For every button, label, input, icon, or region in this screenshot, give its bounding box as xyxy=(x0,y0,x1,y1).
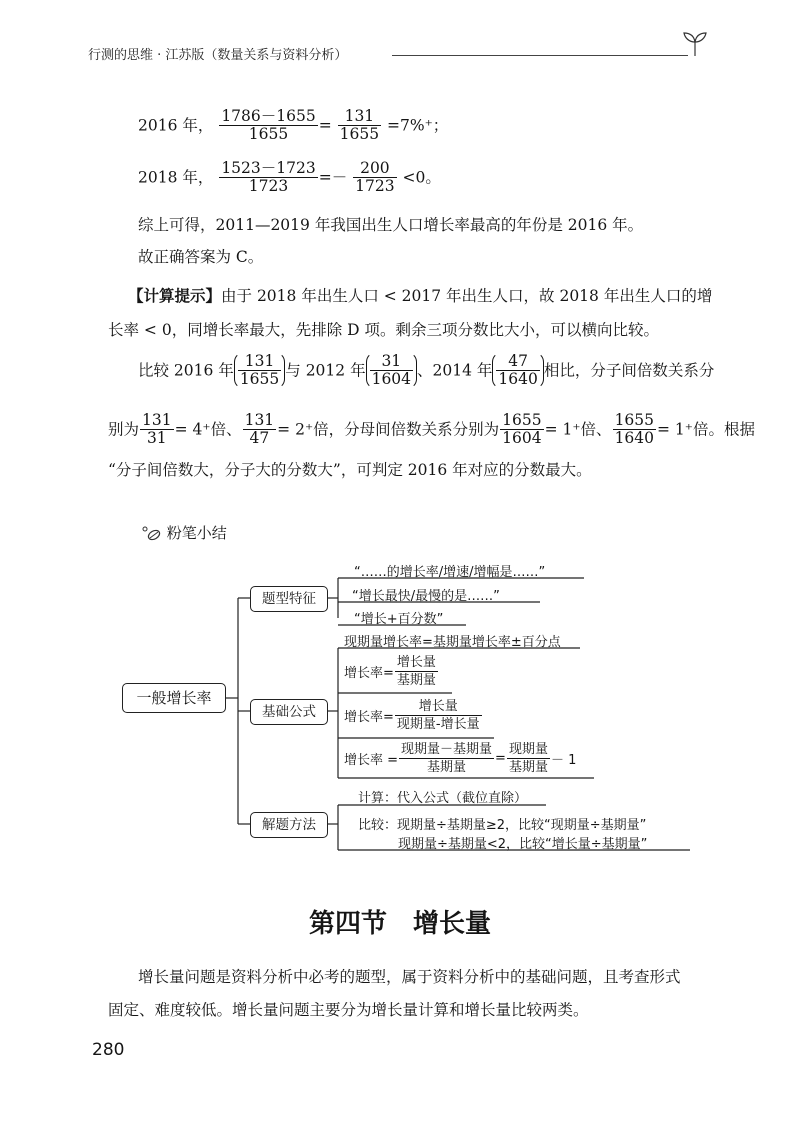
frac-den: 现期量-增长量 xyxy=(396,717,480,732)
page-number: 280 xyxy=(92,1040,125,1060)
mindmap-root: 一般增长率 xyxy=(122,683,226,713)
frac-num: 131 xyxy=(142,411,172,429)
formula-2-pre: 增长率= xyxy=(344,710,394,725)
frac-num: 1655 xyxy=(502,411,542,429)
formula-3-pre: 增长率 = xyxy=(344,753,399,768)
running-header: 行测的思维 · 江苏版（数量关系与资料分析） xyxy=(88,48,348,63)
intro-line-1: 增长量问题是资料分析中必考的题型，属于资料分析中的基础问题，且考查形式 xyxy=(138,968,681,986)
frac-den: 1604 xyxy=(371,370,412,388)
frac-den: 1655 xyxy=(339,125,380,143)
frac-den: 1723 xyxy=(248,177,289,195)
answer-text: 故正确答案为 C。 xyxy=(138,248,264,266)
frac-num: 31 xyxy=(370,353,413,371)
frac-num: 131 xyxy=(244,411,275,429)
formula-1 xyxy=(344,654,439,689)
calc-2018-label: 2018 年， xyxy=(138,168,214,187)
frac-num: 增长量 xyxy=(395,698,482,716)
tip-line-2: 长率 < 0，同增长率最大，先排除 D 项。剩余三项分数比大小，可以横向比较。 xyxy=(108,321,659,339)
frac-den: 1723 xyxy=(355,177,395,195)
formula-2 xyxy=(344,698,483,733)
calc-2016: 2016 年， $\frac{1786-1655}{1655}$ = $\frac{131}{1655}$ =7%⁺； xyxy=(138,107,449,143)
formula-3-eq: = xyxy=(495,751,506,766)
frac-num: 现期量 xyxy=(508,742,548,757)
calc-2018-eq: =－ xyxy=(318,168,348,187)
calc-2018-result: <0。 xyxy=(402,168,441,187)
method-2b: 现期量÷基期量<2，比较“增长量÷基期量” xyxy=(398,837,648,852)
formula-0: 现期量增长率=基期量增长率±百分点 xyxy=(344,635,561,650)
compare-p1: 比较 2016 年 xyxy=(138,361,234,380)
conclusion-text: 综上可得，2011—2019 年我国出生人口增长率最高的年份是 2016 年。 xyxy=(138,216,644,234)
section-title: 第四节 增长量 xyxy=(308,909,491,939)
frac-num: 131 xyxy=(238,353,281,371)
frac-den: 47 xyxy=(249,429,270,447)
calc-2016-result: =7%⁺； xyxy=(387,116,449,135)
formula-3-post: － 1 xyxy=(550,753,577,768)
ratio-d-result: = 1⁺倍。根据 xyxy=(657,420,755,439)
tip-line1-text: 由于 2018 年出生人口 < 2017 年出生人口，故 2018 年出生人口的增 xyxy=(221,287,713,305)
method-2a: 比较：现期量÷基期量≥2，比较“现期量÷基期量” xyxy=(358,818,647,833)
frac-num: 200 xyxy=(353,160,396,178)
frac-den: 基期量 xyxy=(396,673,436,688)
frac-num: 增长量 xyxy=(396,655,436,670)
summary-title: 粉笔小结 xyxy=(166,524,227,542)
frac-num: 1523－1723 xyxy=(221,159,316,177)
tip-label: 【计算提示】 xyxy=(128,287,222,305)
frac-num: 1786－1655 xyxy=(221,107,316,125)
frac-den: 1604 xyxy=(502,429,542,447)
frac-num: 现期量－基期量 xyxy=(401,742,493,757)
frac-den: 基期量 xyxy=(427,760,467,775)
mindmap-branch-formulas: 基础公式 xyxy=(250,699,328,725)
frac-den: 1640 xyxy=(614,429,655,447)
feature-item-3: “增长+百分数” xyxy=(354,612,444,627)
calc-2016-label: 2016 年， xyxy=(138,116,214,135)
feature-item-1: “……的增长率/增速/增幅是……” xyxy=(354,565,546,580)
ratio-a-result: = 4⁺倍、 xyxy=(174,420,242,439)
frac-den: 1655 xyxy=(248,125,289,143)
mindmap-branch-methods: 解题方法 xyxy=(250,812,328,838)
formula-1-pre: 增长率= xyxy=(344,666,394,681)
ratio-b-result: = 2⁺倍，分母间倍数关系分别为 xyxy=(277,420,500,439)
frac-den: 31 xyxy=(146,429,167,447)
compare-p4: 相比，分子间倍数关系分 xyxy=(543,361,715,380)
method-1: 计算：代入公式（截位直除） xyxy=(358,791,528,806)
frac-num: 1655 xyxy=(614,411,655,429)
compare-p2: 与 2012 年 xyxy=(285,361,366,380)
frac-num: 47 xyxy=(496,353,539,371)
mindmap-branch-features: 题型特征 xyxy=(250,586,328,612)
frac-den: 基期量 xyxy=(508,760,548,775)
frac-den: 1640 xyxy=(498,370,538,388)
intro-line-2: 固定、难度较低。增长量问题主要分为增长量计算和增长量比较两类。 xyxy=(108,1001,589,1019)
compare-p3: 、2014 年 xyxy=(417,361,493,380)
ratio-c-result: = 1⁺倍、 xyxy=(544,420,612,439)
ratios-line-2: “分子间倍数大，分子大的分数大”，可判定 2016 年对应的分数最大。 xyxy=(108,461,592,479)
ratios-p1: 别为 xyxy=(108,420,140,439)
formula-3 xyxy=(344,741,576,776)
feature-item-2: “增长最快/最慢的是……” xyxy=(352,589,500,604)
frac-num: 131 xyxy=(338,108,381,126)
frac-den: 1655 xyxy=(239,370,280,388)
